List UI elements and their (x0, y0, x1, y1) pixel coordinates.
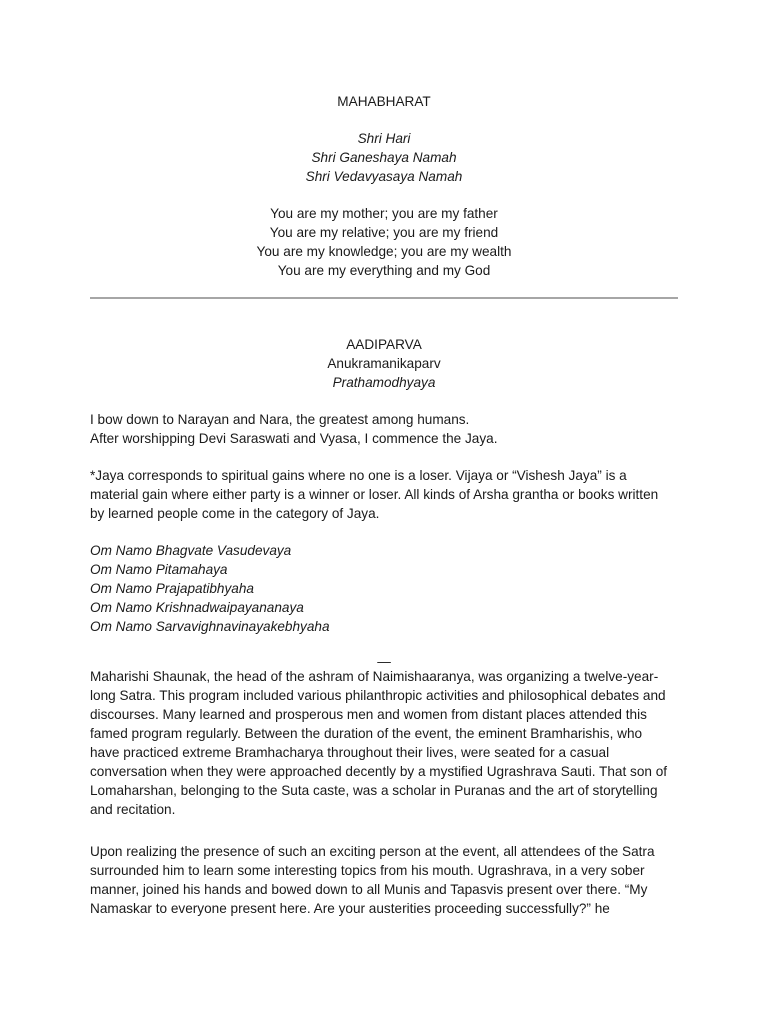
subparva-title: Anukramanikaparv (327, 356, 441, 371)
paragraph-line: long Satra. This program included various philanthropic activities and philosophical debates and (90, 688, 666, 703)
document-title-block (90, 92, 678, 111)
mantra-line: Om Namo Pitamahaya (90, 562, 228, 577)
paragraph-line: Namaskar to everyone present here. Are your austerities proceeding successfully?” he (90, 901, 610, 916)
section-heading (90, 335, 678, 392)
hymn-block (90, 204, 678, 280)
footnote-line: by learned people come in the category of Jaya. (90, 506, 380, 521)
hymn-line: You are my knowledge; you are my wealth (256, 244, 512, 259)
paragraph-line: Maharishi Shaunak, the head of the ashram of Naimishaaranya, was organizing a twelve-year- (90, 669, 659, 684)
hymn-line: You are my mother; you are my father (270, 206, 498, 221)
document-title: MAHABHARAT (337, 94, 431, 109)
section-separator: — (377, 654, 391, 669)
intro-line: After worshipping Devi Saraswati and Vyasa, I commence the Jaya. (90, 431, 498, 446)
hymn-line: You are my relative; you are my friend (269, 225, 499, 240)
paragraph-line: have practiced extreme Bramhacharya throughout their lives, were seated for a casual (90, 745, 610, 760)
paragraph-line: Lomaharshan, belonging to the Suta caste, was a scholar in Puranas and the art of storytelling (90, 783, 658, 798)
chapter-title: Prathamodhyaya (332, 375, 436, 390)
paragraph-line: Upon realizing the presence of such an exciting person at the event, all attendees of the Satra (90, 844, 655, 859)
mantra-line: Om Namo Prajapatibhyaha (90, 581, 254, 596)
hymn-line: You are my everything and my God (277, 263, 491, 278)
parva-title: AADIPARVA (346, 337, 422, 352)
paragraph-line: surrounded him to learn some interesting topics from his mouth. Ugrashrava, in a very sober (90, 863, 645, 878)
paragraph-line: discourses. Many learned and prosperous men and women from distant places attended this (90, 707, 647, 722)
intro-paragraph (90, 410, 678, 448)
invocation-line: Shri Hari (357, 131, 411, 146)
invocation-line: Shri Ganeshaya Namah (311, 150, 457, 165)
invocation-line: Shri Vedavyasaya Namah (305, 169, 463, 184)
paragraph-line: manner, joined his hands and bowed down to all Munis and Tapasvis present over there. “My (90, 882, 648, 897)
mantra-list (90, 541, 678, 636)
body-paragraph-2 (90, 842, 678, 918)
paragraph-line: famed program regularly. Between the duration of the event, the eminent Bramharishis, who (90, 726, 643, 741)
invocation-block (90, 129, 678, 186)
footnote-paragraph (90, 466, 678, 523)
mantra-line: Om Namo Sarvavighnavinayakebhyaha (90, 619, 330, 634)
body-paragraph-1 (90, 667, 678, 819)
intro-line: I bow down to Narayan and Nara, the greatest among humans. (90, 412, 470, 427)
mantra-line: Om Namo Bhagvate Vasudevaya (90, 543, 292, 558)
footnote-line: *Jaya corresponds to spiritual gains where no one is a loser. Vijaya or “Vishesh Jaya” is a (90, 468, 627, 483)
paragraph-line: and recitation. (90, 802, 176, 817)
footnote-line: material gain where either party is a winner or loser. All kinds of Arsha grantha or books written (90, 487, 659, 502)
mantra-line: Om Namo Krishnadwaipayananaya (90, 600, 304, 615)
horizontal-divider (90, 297, 678, 299)
paragraph-line: conversation when they were approached decently by a mystified Ugrashrava Sauti. That son of (90, 764, 668, 779)
